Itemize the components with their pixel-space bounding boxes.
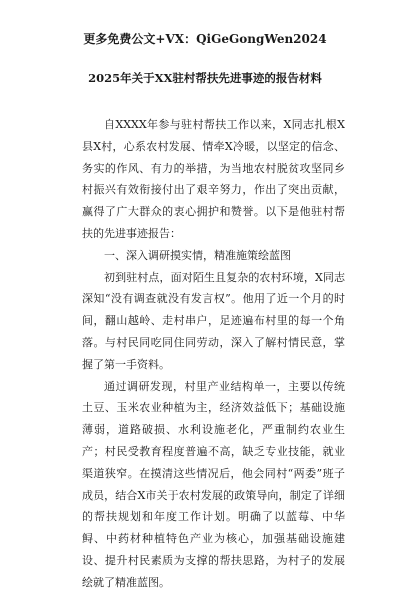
section-heading-1: 一、深入调研摸实情，精准施策绘蓝图 xyxy=(104,248,291,262)
document-title: 2025年关于XX驻村帮扶先进事迹的报告材料 xyxy=(88,71,322,85)
paragraph-research: 初到驻村点，面对陌生且复杂的农村环境，X同志深知“没有调查就没有发言权”。他用了近一个月的时间，翻山越岭、走村串户，足迹遍布村里的每一个角落。与村民同吃同住同劳动，深入了解村情民意，掌握了第一手资料。 xyxy=(82,270,345,371)
document-body xyxy=(82,114,345,594)
paragraph-findings: 通过调研发现，村里产业结构单一，主要以传统土豆、玉米农业种植为主，经济效益低下；基础设施薄弱，道路破损、水利设施老化，严重制约农业生产；村民受教育程度普遍不高，缺乏专业技能，就业渠道狭窄。在摸清这些情况后，他会同村“两委”班子成员，结合X市关于农村发展的政策导向，制定了详细的帮扶规划和年度工作计划。明确了以蓝莓、中华鲟、中药材种植特色产业为核心，加强基础设施建设、提升村民素质为支撑的帮扶思路，为村子的发展绘就了精准蓝图。 xyxy=(82,379,345,589)
promo-banner: 更多免费公文+VX：QiGeGongWen2024 xyxy=(83,32,327,46)
paragraph-intro: 自XXXX年参与驻村帮扶工作以来，X同志扎根X县X村，心系农村发展、情牵X冷暖，以坚定的信念、务实的作风、有力的举措，为当地农村脱贫攻坚同乡村振兴有效衔接付出了艰辛努力，作出了突出贡献，赢得了广大群众的衷心拥护和赞誉。以下是他驻村帮扶的先进事迹报告： xyxy=(82,118,345,240)
